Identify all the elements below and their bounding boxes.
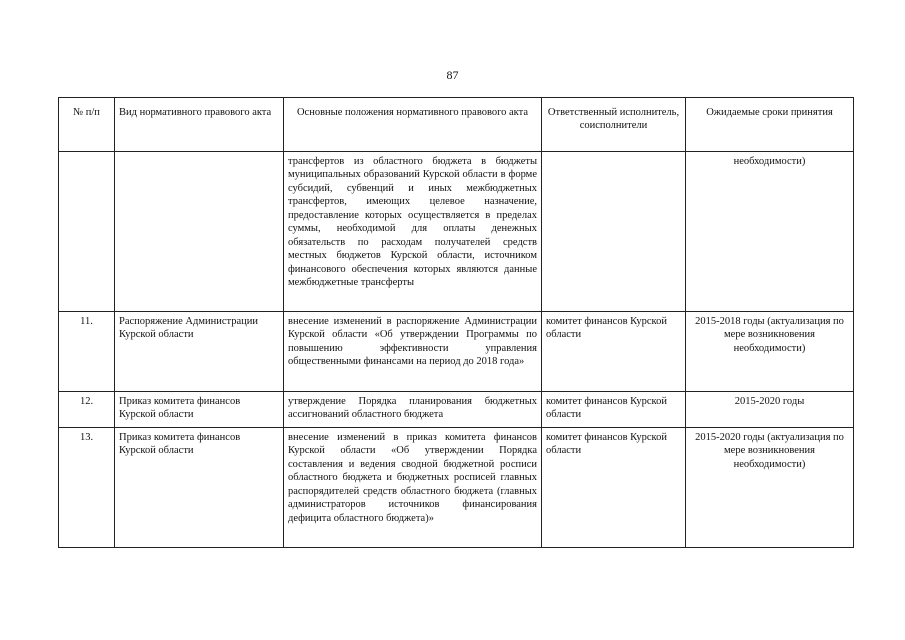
row-num	[59, 152, 115, 312]
row-num: 13.	[59, 428, 115, 548]
row-deadline: необходимости)	[686, 152, 854, 312]
row-deadline: 2015-2018 годы (актуализация по мере возникновения необходимости)	[686, 312, 854, 392]
table-row	[59, 392, 854, 428]
row-act-type: Приказ комитета финансов Курской области	[115, 428, 284, 548]
row-executor	[542, 152, 686, 312]
row-act-type	[115, 152, 284, 312]
page-number: 87	[446, 68, 459, 82]
header-act-type: Вид нормативного правового акта	[115, 98, 284, 152]
row-deadline: 2015-2020 годы	[686, 392, 854, 428]
row-deadline: 2015-2020 годы (актуализация по мере возникновения необходимости)	[686, 428, 854, 548]
row-executor: комитет финансов Курской области	[542, 428, 686, 548]
row-provisions: трансфертов из областного бюджета в бюджеты муниципальных образований Курской области в форме субсидий, субвенций и иных межбюджетных трансфертов, имеющих целевое назначение, предоставление которых осуществляется в пределах суммы, необходимой для оплаты денежных обязательств по расходам получателей средств местных бюджетов Курской области, источником финансового обеспечения которых являются данные межбюджетные трансферты	[284, 152, 542, 312]
row-provisions: внесение изменений в распоряжение Администрации Курской области «Об утверждении Программы по повышению эффективности управления общественными финансами на период до 2018 года»	[284, 312, 542, 392]
header-provisions: Основные положения нормативного правового акта	[284, 98, 542, 152]
table-row	[59, 152, 854, 312]
legal-acts-table	[58, 97, 854, 548]
row-act-type: Распоряжение Администрации Курской области	[115, 312, 284, 392]
header-executor: Ответственный исполнитель, соисполнители	[542, 98, 686, 152]
row-executor: комитет финансов Курской области	[542, 312, 686, 392]
row-num: 12.	[59, 392, 115, 428]
header-num: № п/п	[59, 98, 115, 152]
table-row	[59, 428, 854, 548]
row-act-type: Приказ комитета финансов Курской области	[115, 392, 284, 428]
row-provisions: утверждение Порядка планирования бюджетных ассигнований областного бюджета	[284, 392, 542, 428]
header-deadline: Ожидаемые сроки принятия	[686, 98, 854, 152]
row-provisions: внесение изменений в приказ комитета финансов Курской области «Об утверждении Порядка составления и ведения сводной бюджетной росписи областного бюджета и бюджетных росписей главных распорядителей средств областного бюджета (главных администраторов источников финансирования дефицита областного бюджета)»	[284, 428, 542, 548]
row-num: 11.	[59, 312, 115, 392]
table-header-row	[59, 98, 854, 152]
table-row	[59, 312, 854, 392]
row-executor: комитет финансов Курской области	[542, 392, 686, 428]
